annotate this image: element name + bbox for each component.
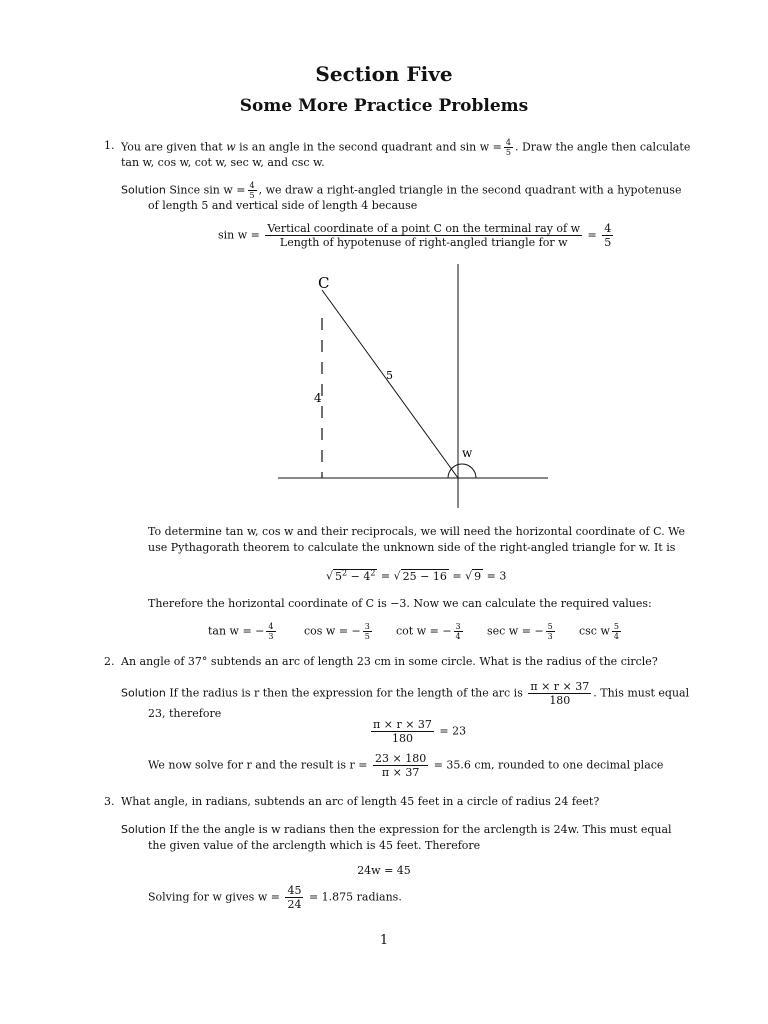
arclength-equation: 24w = 45: [357, 864, 411, 877]
var-w: w: [226, 140, 236, 154]
result-csc: csc w $\frac{5}{4}$: [579, 622, 619, 641]
solution-label: Solution: [121, 686, 166, 700]
equation-lhs: sin w =: [218, 228, 260, 242]
solution-text: , we draw a right-angled triangle in the second quadrant with a hypotenuse: [258, 183, 682, 197]
result-sec: sec w = − $\frac{5}{3}$: [487, 622, 553, 641]
problem-3-question: What angle, in radians, subtends an arc of length 45 feet in a circle of radius 24 feet?: [121, 795, 600, 808]
solution-text: . This must equal: [593, 686, 690, 700]
label-hypotenuse: 5: [386, 369, 393, 382]
sine-definition-equation: [218, 222, 615, 249]
solution-text: Since sin w =: [169, 183, 246, 197]
page-number: 1: [379, 933, 389, 948]
solution-text: If the radius is r then the expression for the length of the arc is: [169, 686, 523, 700]
fraction-numerator: Vertical coordinate of a point C on the terminal ray of w: [267, 222, 581, 235]
problem-3-number: 3.: [104, 795, 115, 808]
problem-1-text3: Therefore the horizontal coordinate of C is −3. Now we can calculate the required values:: [148, 597, 652, 610]
problem-2-question: An angle of 37° subtends an arc of length 23 cm in some circle. What is the radius of the circle?: [121, 655, 658, 668]
label-vertical: 4: [314, 391, 322, 405]
problem-1-text2-line1: To determine tan w, cos w and their reciprocals, we will need the horizontal coordinate of C. We: [148, 525, 686, 538]
section-title: Section Five: [315, 62, 453, 86]
section-subtitle: Some More Practice Problems: [239, 96, 529, 116]
problem-1-solution-line2: of length 5 and vertical side of length 4 because: [148, 199, 418, 212]
question-text: You are given that: [121, 140, 223, 154]
definition-fraction: [265, 222, 582, 249]
arc-fraction: $\frac{\pi \times r \times 37}{180}$: [530, 680, 590, 707]
result-fraction: $\frac{4}{5}$: [604, 222, 612, 249]
problem-1-text2-line2: use Pythagorath theorem to calculate the unknown side of the right-angled triangle for w. It is: [148, 541, 676, 554]
result-tan: tan w = − $\frac{4}{3}$: [208, 622, 274, 641]
fraction-denominator: Length of hypotenuse of right-angled triangle for w: [279, 236, 568, 249]
problem-2-solution-line1: [121, 680, 689, 707]
angle-figure: [270, 262, 560, 512]
result-cot: cot w = − $\frac{3}{4}$: [396, 622, 461, 641]
problem-2-solution-line2: 23, therefore: [148, 707, 222, 720]
problem-3-solution-line2: the given value of the arclength which is 45 feet. Therefore: [148, 839, 481, 852]
pythagoras-equation: √ $5^2 - 4^2$ = √ 25 − 16 = √ 9 = 3: [326, 568, 507, 583]
radius-solution: We now solve for r and the result is r = $\frac{23 \times 180}{\pi \times 37}$ = 35.6 cm, rounded to one decimal place: [148, 752, 664, 779]
problem-3-solution-line1: [121, 822, 672, 838]
result-cos: cos w = − $\frac{3}{5}$: [304, 622, 370, 641]
label-angle-w: w: [462, 446, 473, 460]
arc-equation: $\frac{\pi \times r \times 37}{180}$ = 23: [373, 718, 467, 745]
equals-sign: =: [587, 228, 597, 242]
fraction: $\frac{4}{5}$: [249, 181, 255, 200]
sin-expression: sin w =: [460, 140, 502, 154]
fraction: $\frac{4}{5}$: [505, 138, 511, 157]
problem-1-number: 1.: [104, 139, 115, 152]
solution-label: Solution: [121, 183, 166, 197]
solution-label: Solution: [121, 823, 166, 836]
problem-2-number: 2.: [104, 655, 115, 668]
problem-1-question-line2: tan w, cos w, cot w, sec w, and csc w.: [121, 156, 325, 169]
angle-solution: Solving for w gives w = $\frac{45}{24}$ = 1.875 radians.: [148, 884, 402, 911]
question-text: is an angle in the second quadrant and: [239, 140, 457, 154]
hypotenuse: [322, 290, 458, 478]
angle-arc: [448, 464, 476, 478]
question-text: . Draw the angle then calculate: [514, 140, 691, 154]
label-c: C: [318, 274, 330, 292]
solution-text: If the the angle is w radians then the expression for the arclength is 24w. This must equal: [169, 823, 672, 836]
